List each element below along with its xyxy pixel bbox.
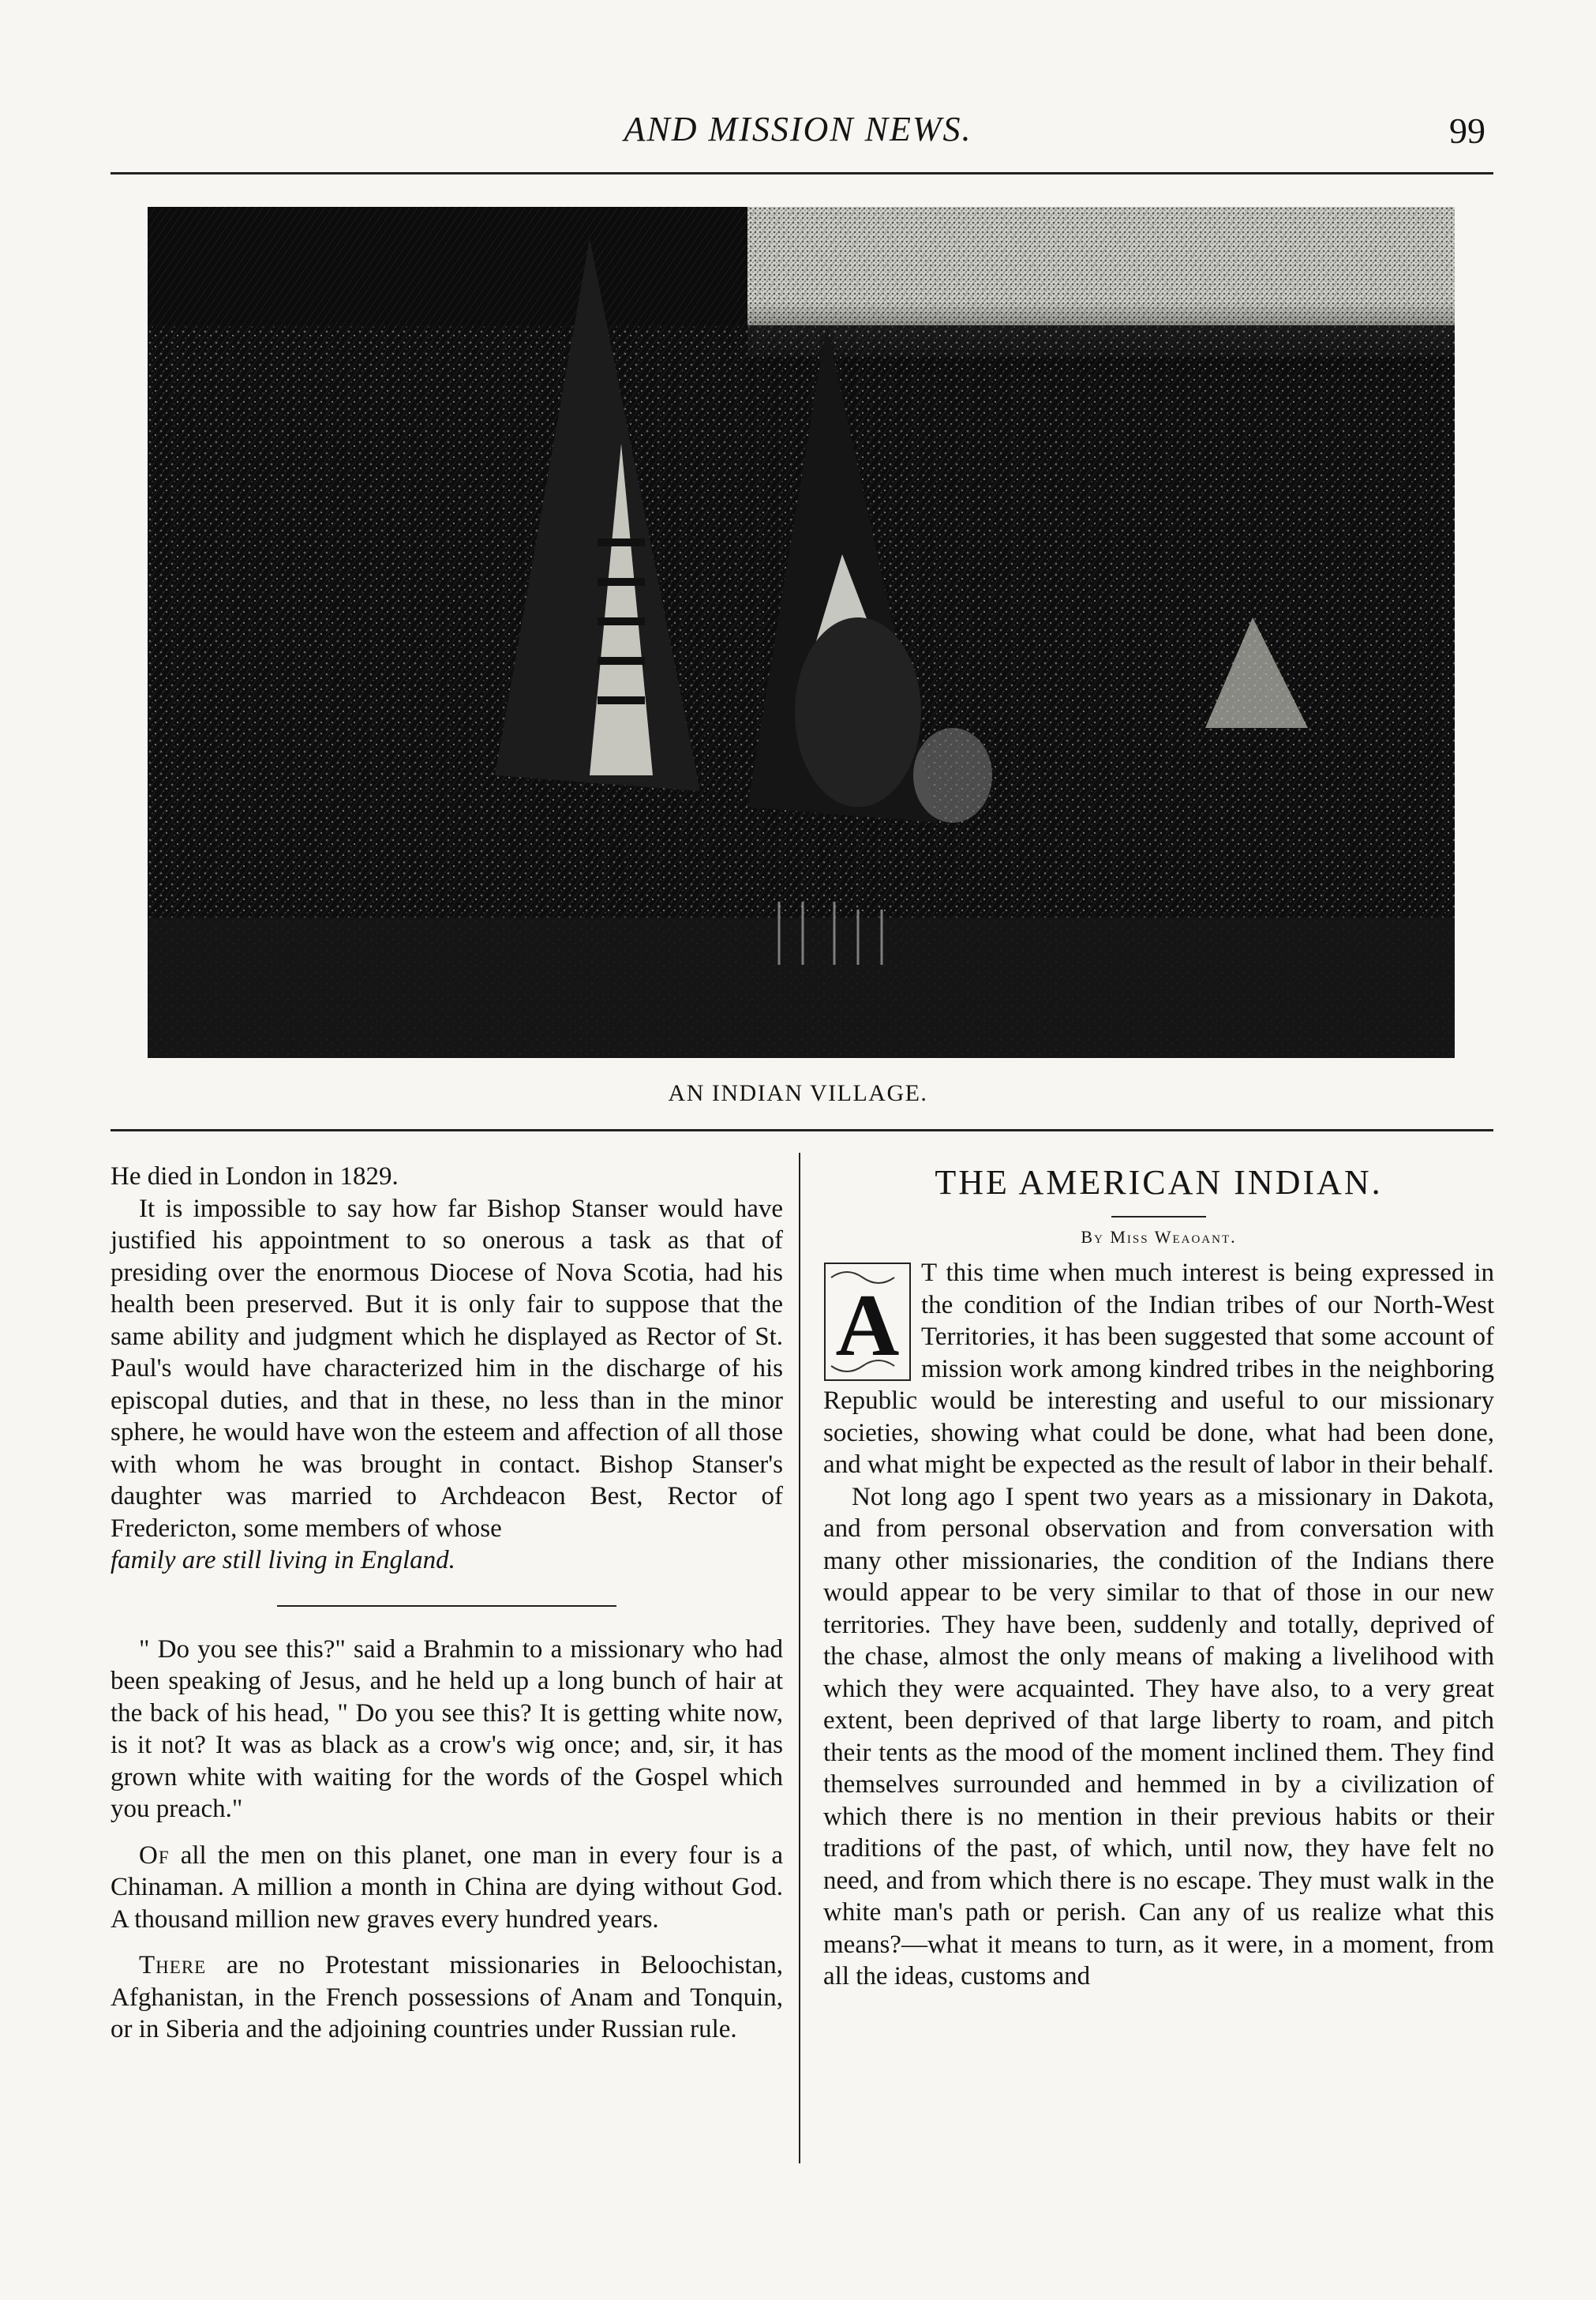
paragraph-dakota: Not long ago I spent two years as a missionary in Dakota, and from personal observation and from conversation with many other missionaries, the condition of the Indians there would appear to be very similar to that of those in our new territories. They have been, suddenly and totally, deprived of the chase, almost the only means of making a livelihood with which they were acquainted. They have also, to a very great extent, been deprived of that large liberty to roam, and pitch their tents as the mood of the moment inclined them. They find themselves surrounded and hemmed in by a civilization of which there is no mention in their previous habits or their traditions of the past, of which, until now, they have felt no need, and from which there is no escape. They must walk in the white man's path or perish. Can any of us realize what this means?—what it means to turn, as it were, in a moment, from all the ideas, customs and (823, 1482, 1494, 1990)
caption-rule (111, 1129, 1493, 1131)
article-byline: By Miss Weaoant. (1081, 1227, 1237, 1247)
paragraph-missionaries (111, 1949, 783, 2046)
dropcap-a-glyph (823, 1262, 912, 1382)
paragraph-death: He died in London in 1829. (111, 1162, 399, 1191)
paragraph-chinaman-lead: Of (139, 1840, 170, 1870)
paragraph-chinaman (111, 1840, 783, 1936)
paragraph-bishop-stanser: It is impossible to say how far Bishop Stanser would have justified his appointment to so onerous a task as that of presiding over the enormous Diocese of Nova Scotia, had his health been preserved. But it is only fair to suppose that the same ability and judgment which he displayed as Rector of St. Paul's would have characterized him in the discharge of his episcopal duties, and that in these, no less than in the minor sphere, he would have won the esteem and affection of all those with whom he was brought in contact. Bishop Stanser's daughter was married to Archdeacon Best, Rector of Fredericton, some members of whose (111, 1194, 783, 1543)
paragraph-intro-text: T this time when much interest is being expressed in the condition of the Indian tribes of our North-West Territories, it has been suggested that some account of mission work among kindred tribes in the neighboring Republic would be interesting and useful to our missionary societies, showing what could be done, what had been done, and what might be expected as the result of labor in their behalf. (823, 1259, 1494, 1479)
dropcap-letter: A (835, 1277, 900, 1375)
engraving-image (148, 207, 1455, 1058)
paragraph-brahmin: " Do you see this?" said a Brahmin to a missionary who had been speaking of Jesus, and he held up a long bunch of hair at the back of his head, " Do you see this? It is getting white now, is it not? It was as black as a crow's wig once; and, sir, it has grown white with waiting for the words of the Gospel which you preach." (111, 1634, 783, 1823)
title-rule (1111, 1216, 1206, 1218)
illustration-caption: AN INDIAN VILLAGE. (668, 1080, 928, 1106)
header-rule (111, 172, 1493, 174)
running-title: AND MISSION NEWS. (624, 110, 972, 148)
section-rule (277, 1605, 616, 1607)
paragraph-chinaman-text: all the men on this planet, one man in every four is a Chinaman. A million a month in China are dying without God. A thousand million new graves every hundred years. (111, 1840, 784, 1934)
article-title: THE AMERICAN INDIAN. (935, 1163, 1383, 1202)
paragraph-missionaries-text: are no Protestant missionaries in Beloochistan, Afghanistan, in the French possessions of Anam and Tonquin, or in Siberia and the adjoining countries under Russian rule. (111, 1951, 783, 2043)
left-column (111, 1161, 783, 2046)
column-divider (799, 1153, 800, 2163)
dropcap-ornament (823, 1262, 912, 1382)
paragraph-bishop-stanser-end: family are still living in England. (111, 1546, 455, 1574)
right-column (823, 1161, 1494, 1993)
paragraph-intro (823, 1257, 1494, 1481)
paragraph-missionaries-lead: There (139, 1951, 207, 1979)
indian-village-engraving (148, 207, 1455, 1058)
page-number: 99 (1449, 111, 1485, 151)
